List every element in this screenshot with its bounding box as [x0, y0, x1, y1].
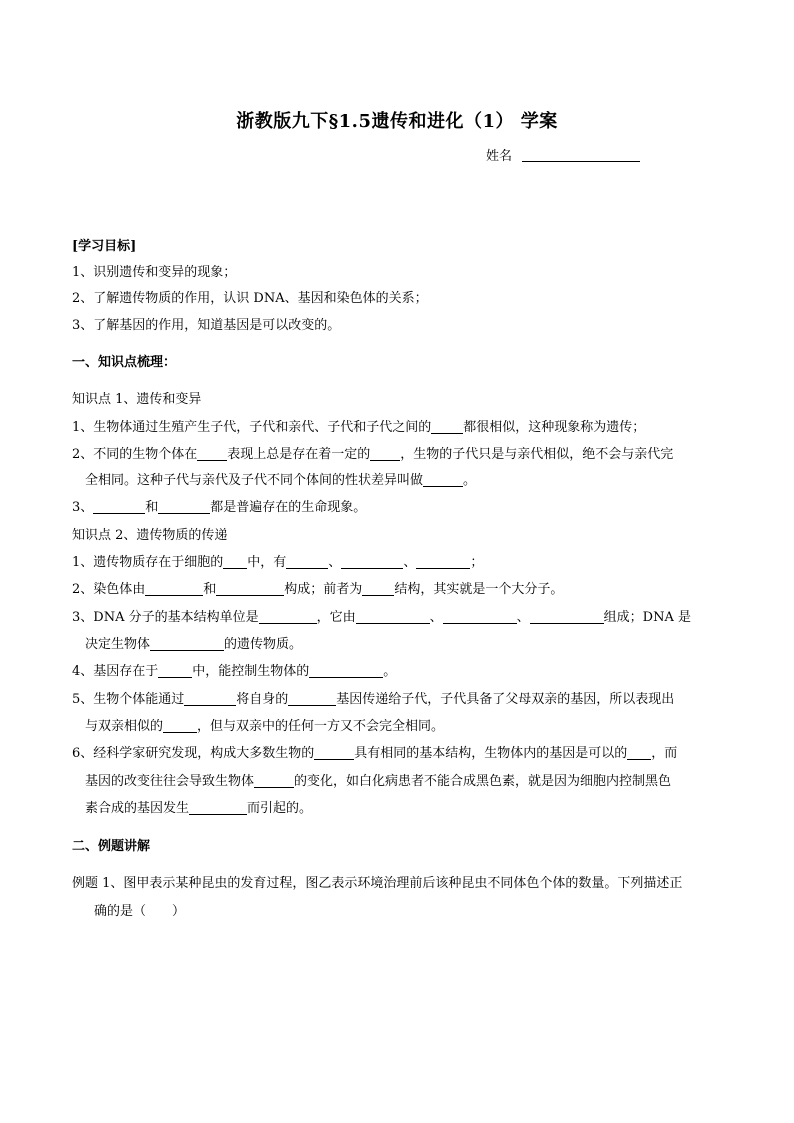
page-title: 浙教版九下§1.5遗传和进化（1） 学案 — [236, 111, 558, 132]
fill-blank[interactable] — [288, 693, 336, 706]
section-heading-knowledge: 一、知识点梳理： — [72, 355, 177, 370]
fill-blank[interactable] — [627, 747, 651, 760]
fill-blank[interactable] — [416, 556, 470, 569]
question-line: 与双亲相似的 ，但与双亲中的任何一方又不会完全相同。 — [85, 719, 445, 734]
question-line: 3、 和 都是普遍存在的生命现象。 — [72, 500, 367, 515]
fill-blank[interactable] — [443, 611, 517, 624]
fill-blank[interactable] — [189, 802, 247, 815]
question-line: 1、遗传物质存在于细胞的 中，有 、 、 ； — [72, 555, 484, 570]
question-line: 4、基因存在于 中，能控制生物体的 。 — [72, 664, 397, 679]
question-line: 基因的改变往往会导致生物体 的变化，如白化病患者不能合成黑色素，就是因为细胞内控制黑色 — [85, 774, 672, 789]
fill-blank[interactable] — [341, 556, 403, 569]
name-label: 姓名 — [486, 149, 513, 164]
section-heading-examples: 二、例题讲解 — [72, 839, 151, 854]
knowledge-point-title: 知识点 1、遗传和变异 — [72, 392, 202, 407]
question-line: 1、生物体通过生殖产生子代，子代和亲代、子代和子代之间的 都很相似，这种现象称为遗传； — [72, 420, 646, 435]
fill-blank[interactable] — [314, 747, 354, 760]
fill-blank[interactable] — [362, 583, 394, 596]
question-line: 素合成的基因发生 而引起的。 — [85, 801, 313, 816]
question-line: 2、染色体由 和 构成；前者为 结构，其实就是一个大分子。 — [72, 582, 564, 597]
fill-blank[interactable] — [163, 720, 197, 733]
fill-blank[interactable] — [223, 556, 247, 569]
example-question: 例题 1、图甲表示某种昆虫的发育过程，图乙表示环境治理前后该种昆虫不同体色个体的数量。下列描述正 — [72, 876, 683, 891]
fill-blank[interactable] — [356, 611, 430, 624]
fill-blank[interactable] — [530, 611, 604, 624]
name-input-line[interactable] — [522, 149, 640, 162]
fill-blank[interactable] — [184, 693, 236, 706]
question-line: 5、生物个体能通过 将自身的 基因传递给子代，子代具备了父母双亲的基因，所以表现出 — [72, 692, 675, 707]
knowledge-point-title: 知识点 2、遗传物质的传递 — [72, 528, 228, 543]
name-field-row — [486, 145, 640, 164]
fill-blank[interactable] — [370, 448, 400, 461]
fill-blank[interactable] — [197, 448, 227, 461]
example-question-cont: 确的是（ ） — [94, 904, 186, 919]
question-line: 全相同。这种子代与亲代及子代不同个体间的性状差异叫做 。 — [85, 473, 477, 488]
question-line: 决定生物体 的遗传物质。 — [85, 637, 303, 652]
fill-blank[interactable] — [93, 501, 145, 514]
fill-blank[interactable] — [158, 501, 210, 514]
fill-blank[interactable] — [423, 474, 463, 487]
fill-blank[interactable] — [286, 556, 328, 569]
fill-blank[interactable] — [216, 583, 284, 596]
fill-blank[interactable] — [259, 611, 317, 624]
fill-blank[interactable] — [309, 665, 383, 678]
fill-blank[interactable] — [150, 638, 224, 651]
question-line: 2、不同的生物个体在 表现上总是存在着一定的 ，生物的子代只是与亲代相似，绝不会与亲代完 — [72, 447, 674, 462]
objective-item: 1、识别遗传和变异的现象； — [72, 265, 237, 280]
fill-blank[interactable] — [431, 421, 463, 434]
fill-blank[interactable] — [254, 775, 294, 788]
objective-item: 2、了解遗传物质的作用，认识 DNA、基因和染色体的关系； — [72, 291, 428, 306]
question-line: 3、DNA 分子的基本结构单位是 ，它由 、 、 组成；DNA 是 — [72, 610, 691, 625]
fill-blank[interactable] — [158, 665, 192, 678]
objective-item: 3、了解基因的作用，知道基因是可以改变的。 — [72, 318, 341, 333]
objectives-heading: [学习目标] — [72, 239, 137, 254]
question-line: 6、经科学家研究发现，构成大多数生物的 具有相同的基本结构，生物体内的基因是可以的 ，而 — [72, 746, 678, 761]
fill-blank[interactable] — [145, 583, 203, 596]
